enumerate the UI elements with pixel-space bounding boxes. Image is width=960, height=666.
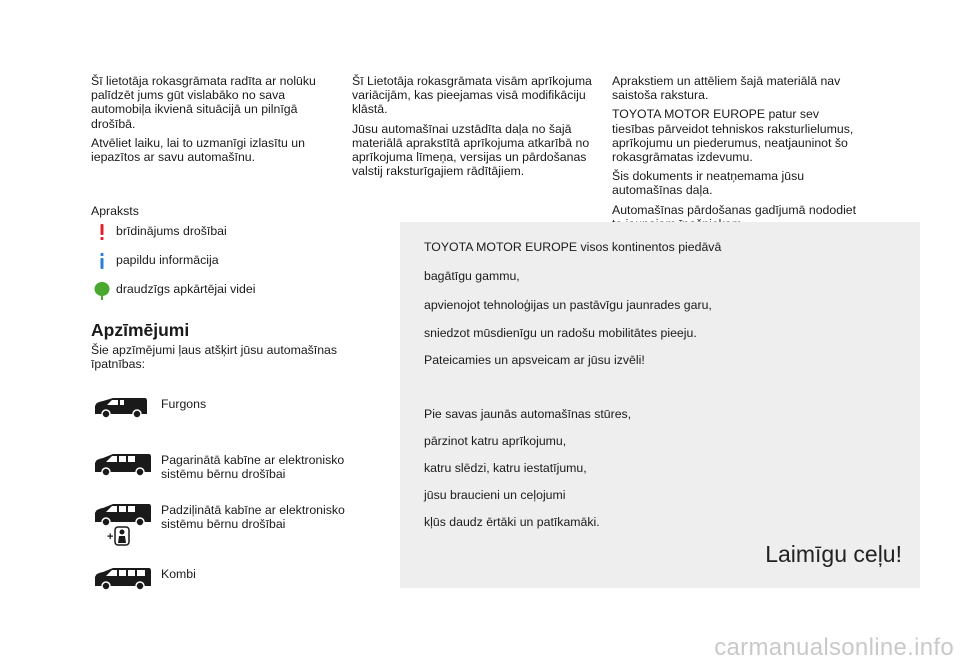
intro-paragraph: Šis dokuments ir neatņemama jūsu automašīnas daļa. (612, 169, 805, 198)
van-icon (93, 397, 149, 419)
leaf-icon (93, 281, 111, 299)
vehicle-row-crew-cab-child (93, 503, 353, 551)
legend-item-warning (91, 224, 341, 253)
combi-icon (93, 567, 153, 591)
vehicle-label: Furgons (161, 397, 207, 411)
panel-line: bagātīgu gammu, (424, 269, 520, 283)
vehicle-row-combi (93, 567, 353, 615)
legend-item-info (91, 253, 341, 282)
legend-item-label: brīdinājums drošībai (116, 224, 227, 238)
vehicle-row-crew-cab (93, 453, 353, 501)
vehicle-label: Pagarinātā kabīne ar elektronisko sistēmu bērnu drošībai (161, 453, 345, 482)
slogan: Laimīgu ceļu! (765, 541, 902, 567)
welcome-panel (400, 222, 920, 588)
vehicle-label: Padziļinātā kabīne ar elektronisko sistēmu bērnu drošībai (161, 503, 345, 532)
svg-text:+: + (107, 531, 114, 543)
intro-paragraph: Jūsu automašīnai uzstādīta daļa no šajā materiālā aprakstītā aprīkojuma atkarībā no aprīkojuma līmeņa, versijas un pārdošanas valstij raksturīgajiem rādītājiem. (352, 121, 590, 179)
intro-paragraph: Aprakstiem un attēliem šajā materiālā nav saistoša rakstura. (612, 74, 841, 103)
panel-line: pārzinot katru aprīkojumu, (424, 434, 567, 448)
intro-paragraph: Atvēliet laiku, lai to uzmanīgi izlasītu un iepazītos ar savu automašīnu. (91, 135, 305, 165)
info-icon (95, 252, 109, 270)
legend-title: Apraksts (91, 204, 139, 218)
panel-line: jūsu braucieni un ceļojumi (424, 488, 566, 502)
panel-line: apvienojot tehnoloģijas un pastāvīgu jaunrades garu, (424, 298, 712, 312)
intro-paragraph: Šī lietotāja rokasgrāmata radīta ar nolūku palīdzēt jums gūt vislabāko no sava automobiļa ikvienā situācijā un pilnīgā drošībā. (91, 74, 316, 131)
intro-paragraph: TOYOTA MOTOR EUROPE patur sev tiesības pārveidot tehniskos raksturlielumus, aprīkojumu un piederumus, neatjauninot šo rokasgrāmatas izdevumu. (612, 107, 854, 165)
legend-item-label: draudzīgs apkārtējai videi (116, 282, 256, 296)
section-intro: Šie apzīmējumi ļaus atšķirt jūsu automašīnas īpatnības: (91, 343, 338, 372)
intro-paragraph: Šī Lietotāja rokasgrāmata visām aprīkojuma variācijām, kas pieejamas visā modifikāciju klāstā. (352, 74, 592, 117)
intro-paragraph: Automašīnas pārdošanas gadījumā nododiet (612, 202, 857, 217)
panel-line: Pie savas jaunās automašīnas stūres, (424, 407, 632, 421)
section-title: Apzīmējumi (91, 320, 190, 340)
intro-column-2 (352, 74, 597, 183)
legend (91, 204, 341, 311)
vehicle-label: Kombi (161, 567, 196, 581)
legend-item-label: papildu informācija (116, 253, 219, 267)
van-crew-cab-child-icon (93, 503, 153, 547)
panel-line: sniedzot mūsdienīgu un radošu mobilitātes pieeju. (424, 326, 697, 340)
panel-line: katru slēdzi, katru iestatījumu, (424, 461, 587, 475)
van-crew-cab-icon (93, 453, 153, 477)
intro-column-1 (91, 74, 331, 169)
watermark: carmanualsonline.info (714, 634, 954, 661)
panel-line: kļūs daudz ērtāki un patīkamāki. (424, 515, 600, 529)
vehicle-row-van (93, 397, 353, 445)
panel-line: Pateicamies un apsveicam ar jūsu izvēli! (424, 353, 645, 367)
legend-item-eco (91, 282, 341, 311)
intro-column-3 (612, 74, 862, 236)
exclamation-icon (95, 223, 109, 241)
panel-line: TOYOTA MOTOR EUROPE visos kontinentos piedāvā (424, 240, 722, 254)
